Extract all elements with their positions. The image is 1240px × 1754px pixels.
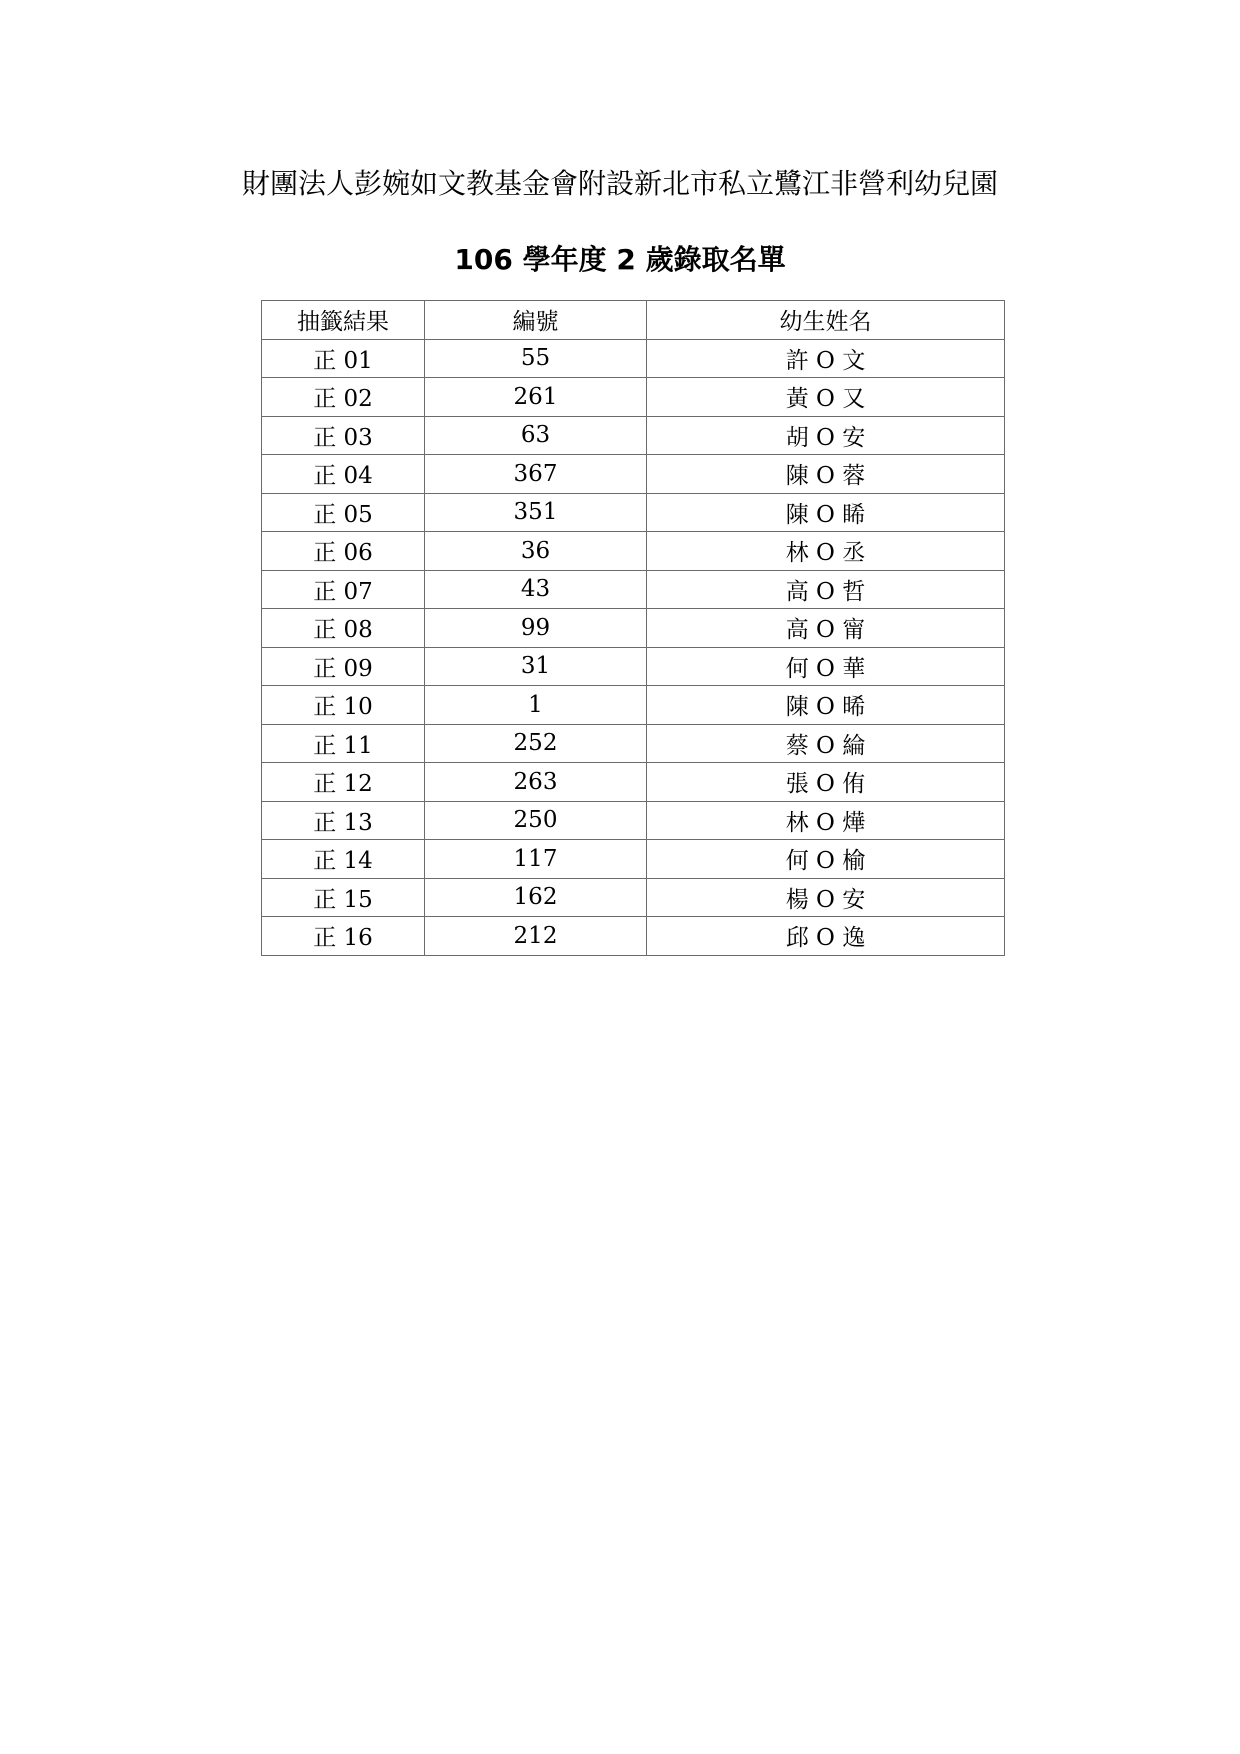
table-header-row xyxy=(262,301,1005,340)
number-cell: 351 xyxy=(425,493,647,532)
draw-result-cell: 正 06 xyxy=(262,532,425,571)
table-row xyxy=(262,339,1005,378)
number-cell: 117 xyxy=(425,840,647,879)
child-name-cell: 張 O 侑 xyxy=(647,763,1005,802)
child-name-cell: 胡 O 安 xyxy=(647,416,1005,455)
number-cell: 55 xyxy=(425,339,647,378)
number-cell: 367 xyxy=(425,455,647,494)
draw-result-cell: 正 13 xyxy=(262,801,425,840)
draw-result-cell: 正 02 xyxy=(262,378,425,417)
table-row xyxy=(262,763,1005,802)
table-row xyxy=(262,917,1005,956)
table-row xyxy=(262,647,1005,686)
child-name-cell: 蔡 O 綸 xyxy=(647,724,1005,763)
table-row xyxy=(262,493,1005,532)
table-row xyxy=(262,416,1005,455)
draw-result-cell: 正 04 xyxy=(262,455,425,494)
table-row xyxy=(262,840,1005,879)
table-row xyxy=(262,878,1005,917)
table-row xyxy=(262,378,1005,417)
table-row xyxy=(262,609,1005,648)
child-name-cell: 陳 O 蓉 xyxy=(647,455,1005,494)
table-row xyxy=(262,570,1005,609)
child-name-cell: 何 O 華 xyxy=(647,647,1005,686)
draw-result-cell: 正 14 xyxy=(262,840,425,879)
child-name-cell: 許 O 文 xyxy=(647,339,1005,378)
child-name-cell: 高 O 甯 xyxy=(647,609,1005,648)
number-cell: 43 xyxy=(425,570,647,609)
draw-result-cell: 正 05 xyxy=(262,493,425,532)
table-row xyxy=(262,532,1005,571)
child-name-cell: 何 O 榆 xyxy=(647,840,1005,879)
number-cell: 261 xyxy=(425,378,647,417)
table-row xyxy=(262,686,1005,725)
header-child-name: 幼生姓名 xyxy=(647,301,1005,340)
table-row xyxy=(262,724,1005,763)
table-row xyxy=(262,801,1005,840)
draw-result-cell: 正 12 xyxy=(262,763,425,802)
number-cell: 1 xyxy=(425,686,647,725)
draw-result-cell: 正 08 xyxy=(262,609,425,648)
child-name-cell: 黃 O 又 xyxy=(647,378,1005,417)
header-number: 編號 xyxy=(425,301,647,340)
child-name-cell: 陳 O 睎 xyxy=(647,493,1005,532)
draw-result-cell: 正 07 xyxy=(262,570,425,609)
draw-result-cell: 正 15 xyxy=(262,878,425,917)
number-cell: 99 xyxy=(425,609,647,648)
header-draw-result: 抽籤結果 xyxy=(262,301,425,340)
child-name-cell: 高 O 哲 xyxy=(647,570,1005,609)
table-row xyxy=(262,455,1005,494)
number-cell: 63 xyxy=(425,416,647,455)
child-name-cell: 陳 O 晞 xyxy=(647,686,1005,725)
draw-result-cell: 正 03 xyxy=(262,416,425,455)
number-cell: 250 xyxy=(425,801,647,840)
organization-title: 財團法人彭婉如文教基金會附設新北市私立鷺江非營利幼兒園 xyxy=(241,167,998,200)
number-cell: 212 xyxy=(425,917,647,956)
number-cell: 31 xyxy=(425,647,647,686)
draw-result-cell: 正 01 xyxy=(262,339,425,378)
admission-table xyxy=(261,300,1005,956)
child-name-cell: 楊 O 安 xyxy=(647,878,1005,917)
number-cell: 263 xyxy=(425,763,647,802)
child-name-cell: 林 O 燁 xyxy=(647,801,1005,840)
draw-result-cell: 正 11 xyxy=(262,724,425,763)
number-cell: 252 xyxy=(425,724,647,763)
draw-result-cell: 正 10 xyxy=(262,686,425,725)
draw-result-cell: 正 09 xyxy=(262,647,425,686)
number-cell: 162 xyxy=(425,878,647,917)
child-name-cell: 邱 O 逸 xyxy=(647,917,1005,956)
child-name-cell: 林 O 丞 xyxy=(647,532,1005,571)
number-cell: 36 xyxy=(425,532,647,571)
admission-list-title: 106 學年度 2 歲錄取名單 xyxy=(454,243,786,276)
draw-result-cell: 正 16 xyxy=(262,917,425,956)
